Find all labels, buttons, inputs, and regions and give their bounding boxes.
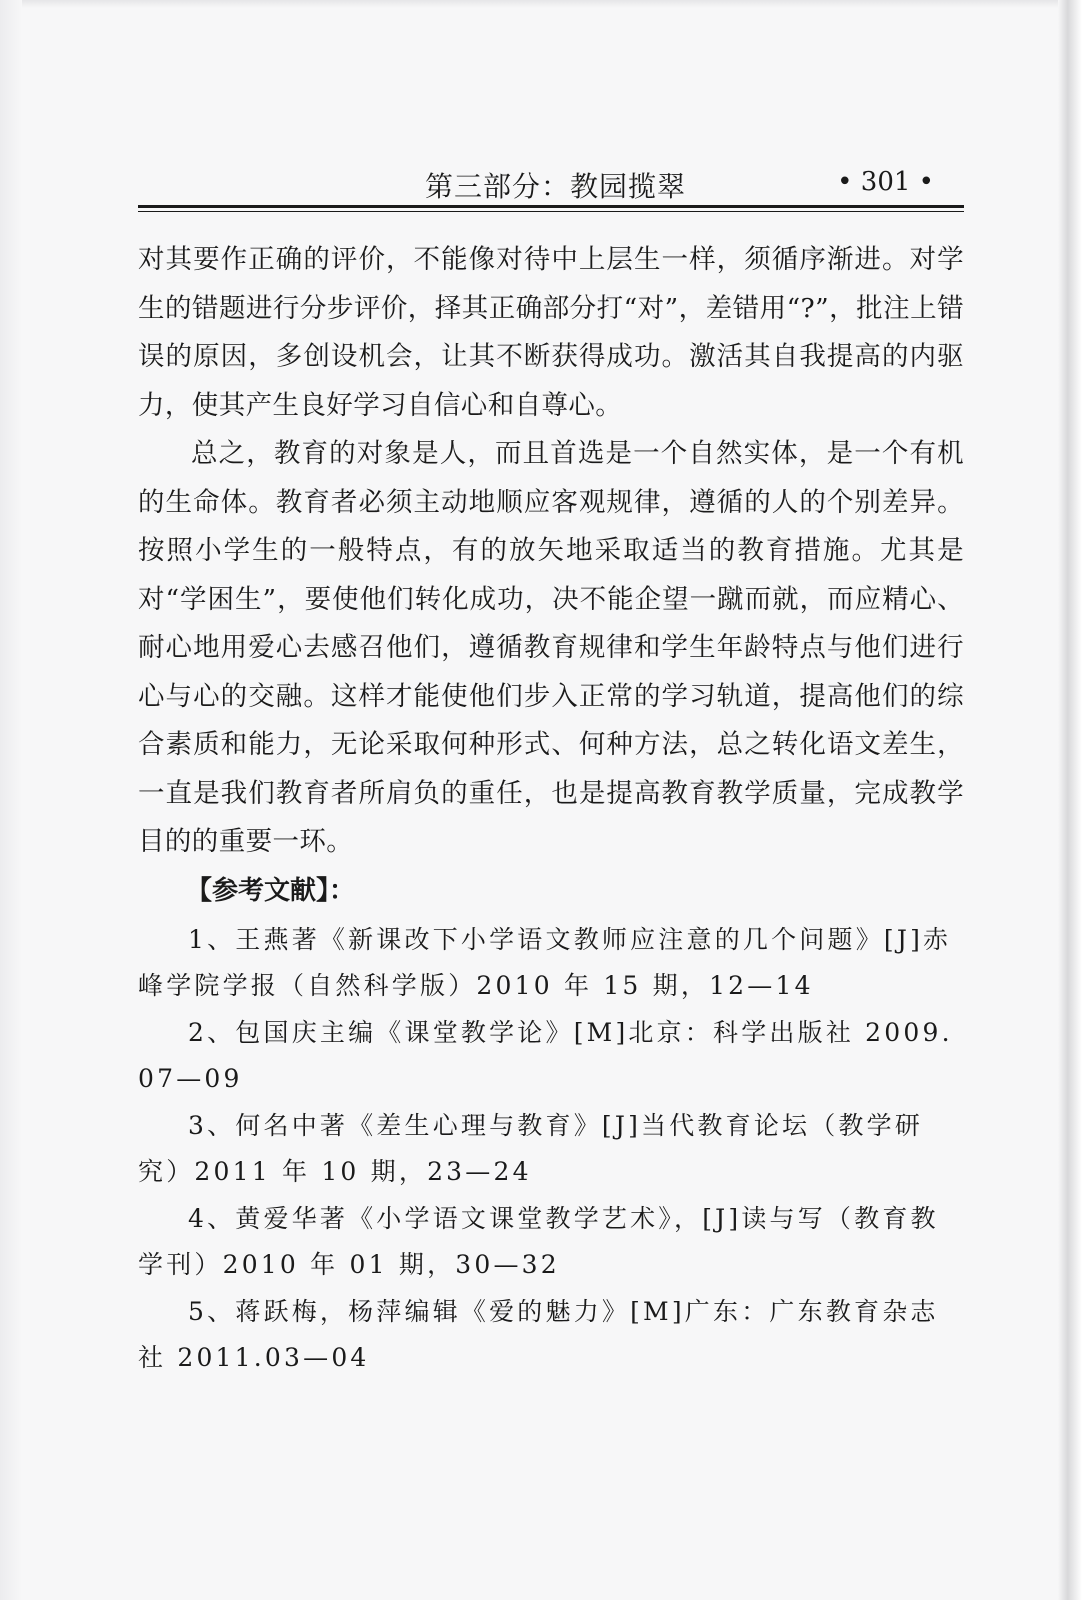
reference-item: 1、王燕著《新课改下小学语文教师应注意的几个问题》[J]赤峰学院学报（自然科学版）2010 年 15 期，12—14 xyxy=(138,924,952,1000)
scan-edge-right xyxy=(1058,0,1082,1600)
references-heading: 【参考文献】： xyxy=(186,875,356,906)
header-rule-thick xyxy=(138,205,964,208)
scan-edge-left xyxy=(0,0,22,1600)
reference-item: 3、何名中著《差生心理与教育》[J]当代教育论坛（教学研究）2011 年 10 期，23—24 xyxy=(138,1110,924,1186)
reference-item: 2、包国庆主编《课堂教学论》[M]北京：科学出版社 2009.07—09 xyxy=(138,1017,953,1093)
header-rule-thin xyxy=(138,211,964,212)
page-number: • 301 • xyxy=(837,167,934,197)
references-list xyxy=(138,917,964,1382)
running-header xyxy=(138,155,964,205)
scan-edge-top xyxy=(0,0,1082,8)
paragraph-continued: 对其要作正确的评价，不能像对待中上层生一样，须循序渐进。对学生的错题进行分步评价，择其正确部分打“对”，差错用“?”，批注上错误的原因，多创设机会，让其不断获得成功。激活其自我提高的内驱力，使其产生良好学习自信心和自尊心。 xyxy=(138,244,964,421)
reference-item: 4、黄爱华著《小学语文课堂教学艺术》，[J]读与写（教育教学刊）2010 年 01 期，30—32 xyxy=(138,1203,939,1279)
reference-item: 5、蒋跃梅，杨萍编辑《爱的魅力》[M]广东：广东教育杂志社 2011.03—04 xyxy=(138,1296,939,1372)
body-text xyxy=(138,236,964,1382)
paragraph-conclusion: 总之，教育的对象是人，而且首选是一个自然实体，是一个有机的生命体。教育者必须主动地顺应客观规律，遵循的人的个别差异。按照小学生的一般特点，有的放矢地采取适当的教育措施。尤其是对“学困生”，要使他们转化成功，决不能企望一蹴而就，而应精心、耐心地用爱心去感召他们，遵循教育规律和学生年龄特点与他们进行心与心的交融。这样才能使他们步入正常的学习轨道，提高他们的综合素质和能力，无论采取何种形式、何种方法，总之转化语文差生，一直是我们教育者所肩负的重任，也是提高教育教学质量，完成教学目的的重要一环。 xyxy=(138,438,964,857)
section-title: 第三部分：教园揽翠 xyxy=(425,170,687,203)
